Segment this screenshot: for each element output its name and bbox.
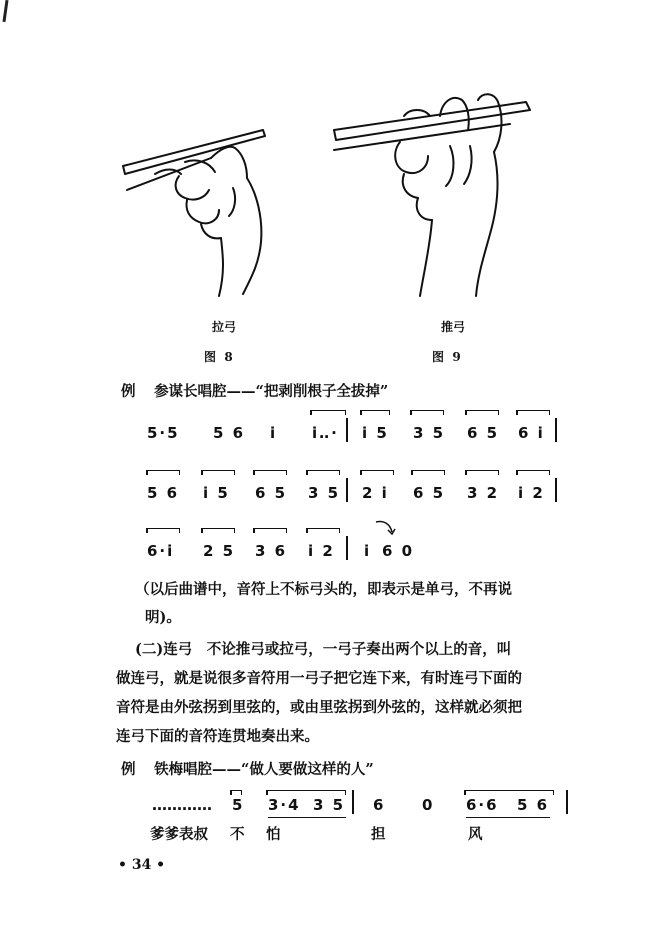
- bar-line: [352, 790, 354, 814]
- score-note: 3 5: [313, 796, 346, 814]
- bow-slur: [310, 410, 346, 411]
- example-2-title: 铁梅唱腔——“做人要做这样的人”: [154, 761, 374, 778]
- figure-8-caption: 拉弓: [212, 320, 237, 334]
- figure-8-label: 图 8: [204, 350, 233, 364]
- example-1-title: 参谋长唱腔——“把剥削根子全拔掉”: [154, 383, 389, 400]
- score-note: i 2: [518, 484, 545, 502]
- score-note: 6 5: [255, 484, 288, 502]
- bow-slur: [306, 528, 340, 529]
- curved-arrow-icon: [374, 518, 398, 538]
- bow-slur: [230, 790, 242, 791]
- score-note: i: [270, 424, 278, 442]
- bow-slur: [465, 410, 499, 411]
- bow-slur: [146, 470, 180, 471]
- bar-line: [346, 536, 348, 560]
- score-note: i 5: [203, 484, 230, 502]
- bow-slur: [411, 470, 445, 471]
- bow-slur: [465, 470, 499, 471]
- lyric: 不: [230, 826, 245, 843]
- bow-slur: [306, 470, 340, 471]
- lyric: 爹爹表叔: [150, 826, 208, 843]
- score-note: i‥·: [312, 424, 339, 442]
- score-note: 3 2: [467, 484, 500, 502]
- bar-line: [555, 478, 557, 502]
- bow-slur: [201, 470, 235, 471]
- score-note: 3 5: [413, 424, 446, 442]
- underline: [466, 817, 550, 818]
- section-line-1: (二)连弓 不论推弓或拉弓，一弓子奏出两个以上的音，叫: [135, 641, 512, 658]
- bar-line: [555, 418, 557, 442]
- bow-slur: [410, 410, 444, 411]
- score-note: i: [364, 542, 372, 560]
- score-note: 6 i: [518, 424, 545, 442]
- score-note: i 5: [362, 424, 389, 442]
- bow-slur: [464, 790, 554, 791]
- score-note: 3·4: [268, 796, 301, 814]
- score-note: 6: [373, 796, 386, 814]
- bar-line: [346, 418, 348, 442]
- section-line-3: 音符是由外弦拐到里弦的，或由里弦拐到外弦的，这样就必须把: [116, 699, 522, 716]
- score-note: 5 6: [517, 796, 550, 814]
- example-2-prefix: 例: [121, 761, 136, 778]
- score-note: 3 6: [255, 542, 288, 560]
- bow-slur: [201, 528, 235, 529]
- note-line-2: 明)。: [145, 609, 181, 626]
- bar-line: [566, 790, 568, 814]
- section-line-2: 做连弓，就是说很多音符用一弓子把它连下来，有时连弓下面的: [116, 670, 522, 687]
- score-note: 6·6: [466, 796, 499, 814]
- figure-9-illustration: [330, 86, 540, 301]
- bow-slur: [253, 528, 287, 529]
- note-line-1: （以后曲谱中，音符上不标弓头的，即表示是单弓，不再说: [135, 581, 512, 598]
- bar-line: [346, 478, 348, 502]
- figure-9-label: 图 9: [432, 350, 461, 364]
- score-note: 6·i: [147, 542, 175, 560]
- page-number: • 34 •: [118, 857, 166, 873]
- score-note: i 2: [308, 542, 335, 560]
- lyric: 风: [468, 826, 483, 843]
- score-note: 6 0: [382, 542, 415, 560]
- bow-slur: [253, 470, 287, 471]
- underline: [268, 817, 346, 818]
- score-note: 3 5: [308, 484, 341, 502]
- bow-slur: [360, 470, 394, 471]
- example-1-prefix: 例: [121, 383, 136, 400]
- lyric: 担: [371, 826, 386, 843]
- section-line-4: 连弓下面的音符连贯地奏出来。: [116, 728, 319, 745]
- scan-edge-mark: [2, 0, 8, 22]
- score-note: 2 5: [203, 542, 236, 560]
- score-note: 5: [232, 796, 245, 814]
- bow-slur: [266, 790, 346, 791]
- score-note: 6 5: [467, 424, 500, 442]
- example-1-heading: [121, 380, 388, 401]
- figure-9-caption: 推弓: [441, 320, 466, 334]
- score-note: 5 6: [147, 484, 180, 502]
- bow-slur: [516, 410, 550, 411]
- score-note: 5·5: [147, 424, 180, 442]
- figure-8-illustration: [115, 118, 285, 308]
- score-note: …………: [152, 796, 212, 814]
- score-note: 5 6: [213, 424, 246, 442]
- score-note: 2 i: [362, 484, 389, 502]
- example-2-heading: [121, 758, 374, 779]
- score-note: 6 5: [413, 484, 446, 502]
- bow-slur: [516, 470, 550, 471]
- bow-slur: [360, 410, 390, 411]
- score-note: 0: [422, 796, 435, 814]
- bow-slur: [146, 528, 180, 529]
- lyric: 怕: [266, 826, 281, 843]
